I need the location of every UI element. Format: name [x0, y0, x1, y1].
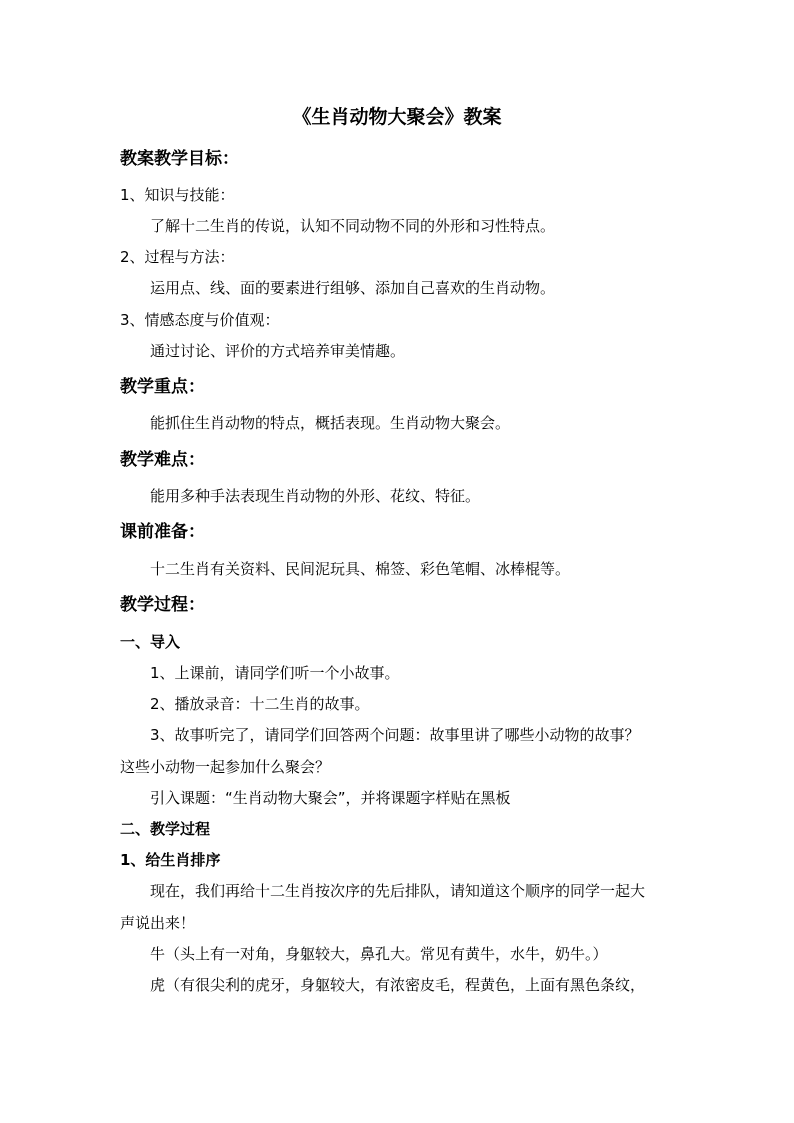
objective-1-label: 1、知识与技能：: [120, 186, 235, 204]
topic-intro: 引入课题：“生肖动物大聚会”，并将课题字样贴在黑板: [150, 789, 511, 807]
subsection-1-heading: 1、给生肖排序: [120, 851, 221, 869]
difficulties-heading: 教学难点：: [120, 450, 205, 470]
intro-step-3-line-1: 3、故事听完了，请同学们回答两个问题：故事里讲了哪些小动物的故事？: [150, 726, 640, 744]
key-points-text: 能抓住生肖动物的特点，概括表现。生肖动物大聚会。: [150, 414, 511, 432]
difficulties-text: 能用多种手法表现生肖动物的外形、花纹、特征。: [150, 487, 481, 505]
order-paragraph-line-1: 现在，我们再给十二生肖按次序的先后排队，请知道这个顺序的同学一起大: [150, 882, 646, 900]
objective-1-text: 了解十二生肖的传说，认知不同动物不同的外形和习性特点。: [150, 217, 556, 235]
tiger-description: 虎（有很尖利的虎牙，身躯较大，有浓密皮毛，程黄色，上面有黑色条纹，: [150, 976, 646, 994]
preparation-heading: 课前准备：: [120, 522, 205, 542]
intro-step-2: 2、播放录音：十二生肖的故事。: [150, 695, 370, 713]
section-1-heading: 一、导入: [120, 633, 181, 651]
ox-description: 牛（头上有一对角，身躯较大，鼻孔大。常见有黄牛，水牛，奶牛。）: [150, 945, 608, 963]
preparation-text: 十二生肖有关资料、民间泥玩具、棉签、彩色笔帽、冰棒棍等。: [150, 560, 571, 578]
objective-2-label: 2、过程与方法：: [120, 248, 235, 266]
document-title: 《生肖动物大聚会》教案: [292, 106, 502, 128]
section-2-heading: 二、教学过程: [120, 820, 211, 838]
process-heading: 教学过程：: [120, 595, 205, 615]
objective-3-text: 通过讨论、评价的方式培养审美情趣。: [150, 342, 406, 360]
objective-2-text: 运用点、线、面的要素进行组够、添加自己喜欢的生肖动物。: [150, 279, 556, 297]
intro-step-1: 1、上课前，请同学们听一个小故事。: [150, 664, 400, 682]
objectives-heading: 教案教学目标：: [120, 149, 239, 169]
objective-3-label: 3、情感态度与价值观：: [120, 311, 280, 329]
intro-step-3-line-2: 这些小动物一起参加什么聚会？: [120, 758, 331, 776]
order-paragraph-line-2: 声说出来！: [120, 914, 196, 932]
key-points-heading: 教学重点：: [120, 377, 205, 397]
